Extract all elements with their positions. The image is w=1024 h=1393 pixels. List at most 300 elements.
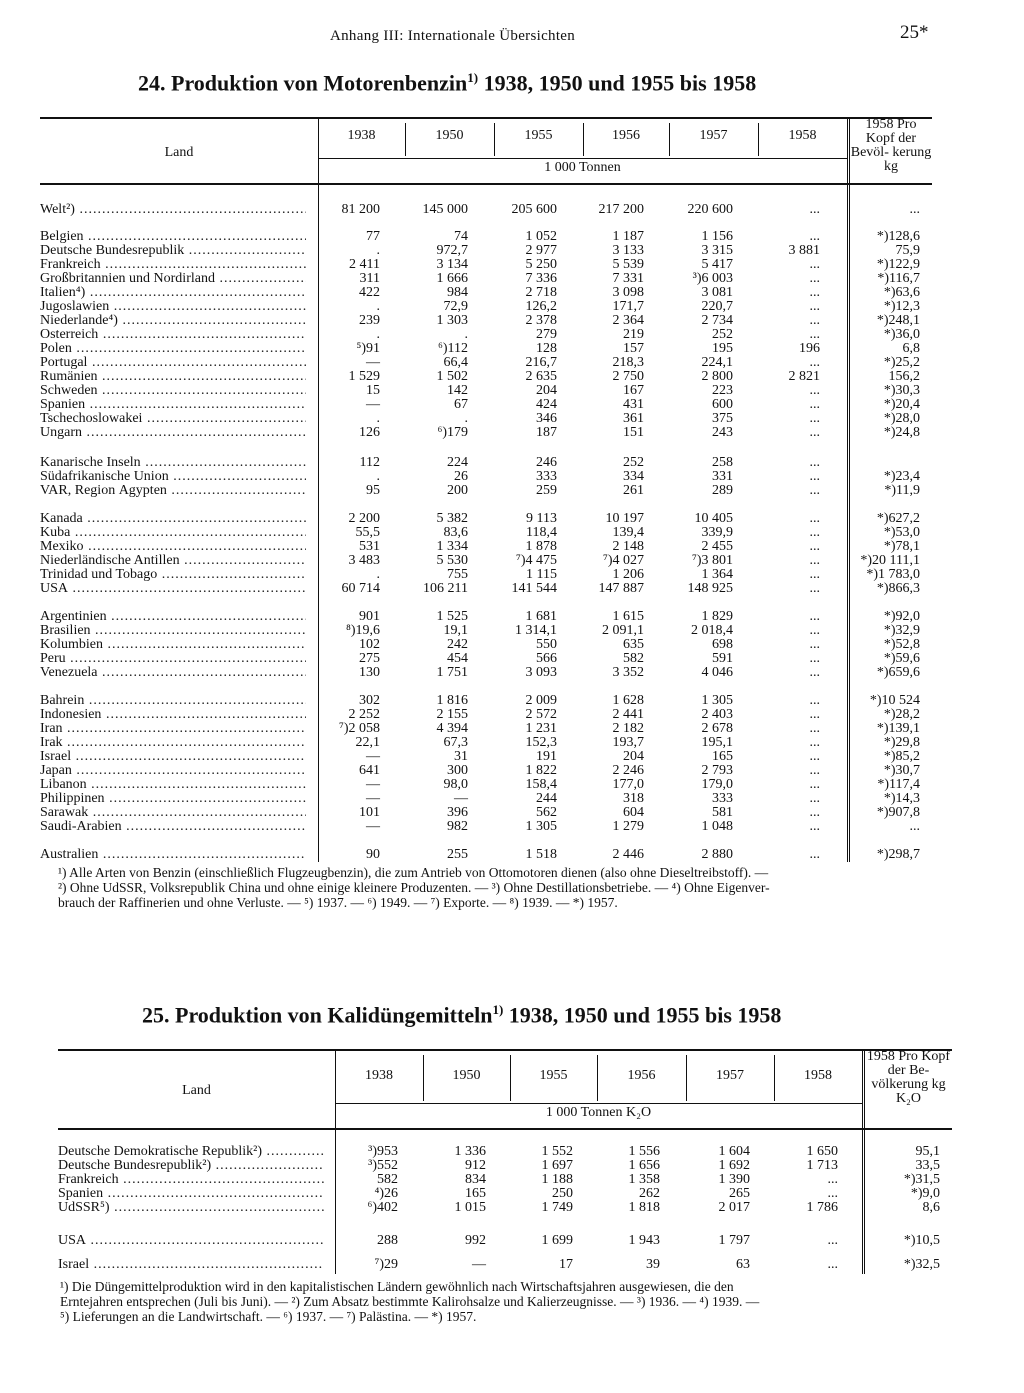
table24-land: Polen ..... [40,342,306,356]
table24-cell: ... [809,707,820,722]
table24-cell: *)59,6 [883,651,920,666]
table24-cell: 1 334 [436,539,468,554]
table25-cell: 912 [465,1158,486,1173]
table25-title-ref: 1) [492,1002,504,1017]
table24-cell: 157 [623,341,644,356]
table24-cell: 244 [536,791,557,806]
table24-row [0,540,1024,554]
table24-cell: *)53,0 [883,525,920,540]
table24-cell: ... [809,735,820,750]
table25-footnotes [60,1279,960,1324]
table24-cell: 3 093 [525,665,557,680]
table24-cell: 3 483 [348,553,380,568]
table24-col-year: 1956 [612,128,640,143]
table25-rule-top [58,1049,952,1051]
table24-cell: ... [809,469,820,484]
table24-cell: *)12,3 [883,299,920,314]
table24-cell: 562 [536,805,557,820]
table24-cell: 1 518 [525,847,557,862]
table24-cell: 31 [454,749,468,764]
table24-cell: ... [809,763,820,778]
table24-cell: *)248,1 [876,313,920,328]
table25-row [0,1258,1024,1272]
table24-cell: 346 [536,411,557,426]
table24-cell: *)28,2 [883,707,920,722]
table24-cell: 1 231 [525,721,557,736]
table24-land: Mexiko ..... [40,540,306,554]
table24-cell: 2 091,1 [602,623,644,638]
table24-cell: 431 [623,397,644,412]
table24-cell: *)139,1 [876,721,920,736]
table24-cell: 422 [359,285,380,300]
table24-cell: 2 800 [701,369,733,384]
table25-cell: 8,6 [922,1200,940,1215]
table24-row [0,300,1024,314]
table25-col-year: 1950 [452,1068,481,1083]
table24-cell: ⁷)3 801 [691,553,733,568]
table24-land: Jugoslawien ..... [40,300,306,314]
table24-col-year: 1938 [347,128,376,143]
table24-cell: 220 600 [687,202,733,217]
table24-cell: 2 155 [436,707,468,722]
table25-land: Frankreich ..... [58,1173,324,1187]
table25-land: Spanien ..... [58,1187,324,1201]
table24-cell: 1 816 [436,693,468,708]
table24-cell: 982 [447,819,468,834]
table24-land: Ungarn ..... [40,426,306,440]
table24-cell: 333 [712,791,733,806]
table24-cell: 635 [623,637,644,652]
table24-cell: ... [809,777,820,792]
table24-cell: 2 009 [525,693,557,708]
table25-cell: 992 [465,1233,486,1248]
table24-row [0,694,1024,708]
table24-cell: 167 [623,383,644,398]
table24-cell: 5 250 [525,257,557,272]
table24-land: VAR, Region Ägypten ..... [40,484,306,498]
table24-cell: 217 200 [598,202,644,217]
table24-cell: 1 525 [436,609,468,624]
table24-cell: 55,5 [355,525,380,540]
table24-row [0,398,1024,412]
table24-cell: 2 635 [525,369,557,384]
table25-cell: ... [827,1172,838,1187]
table25-rule-header [58,1128,952,1130]
table24-land: Venezuela ..... [40,666,306,680]
table25-cell: 1 797 [718,1233,750,1248]
table24-row [0,610,1024,624]
table24-cell: 1 303 [436,313,468,328]
table24-row [0,426,1024,440]
table24-row [0,526,1024,540]
table24-cell: 1 156 [701,229,733,244]
table25-cell: 1 818 [628,1200,660,1215]
table24-land: Trinidad und Tobago ..... [40,568,306,582]
table24-cell: ... [809,425,820,440]
table24-cell: 126 [359,425,380,440]
table24-land: Philippinen ..... [40,792,306,806]
table24-cell: . [376,567,380,582]
table24-cell: . [376,299,380,314]
table25-col-year: 1956 [627,1068,656,1083]
table24-cell: 1 187 [612,229,644,244]
table25-col-year: 1958 [804,1068,832,1083]
table24-cell: 75,9 [895,243,920,258]
table24-cell: 1 115 [526,567,557,582]
table24-land: Peru ..... [40,652,306,666]
table24-cell: 243 [712,425,733,440]
table24-cell: *)298,7 [876,847,920,862]
table25-cell: 1 749 [541,1200,573,1215]
table24-row [0,652,1024,666]
table24-cell: ⁶)179 [437,425,468,440]
table24-row [0,484,1024,498]
table25-cell: ⁷)29 [374,1257,398,1272]
table24-cell: . [376,243,380,258]
table25-cell: 39 [646,1257,660,1272]
table24-cell: — [366,355,380,370]
table24-land: Sarawak ..... [40,806,306,820]
table24-cell: — [366,791,380,806]
table24-cell: ... [809,411,820,426]
table24-cell: 333 [536,469,557,484]
table24-cell: ... [809,383,820,398]
table24-cell: 2 364 [612,313,644,328]
table24-cell: ... [809,749,820,764]
table24-cell: ... [809,637,820,652]
table24-cell: ... [809,327,820,342]
table25-cell: 95,1 [915,1144,940,1159]
table24-cell: 3 134 [436,257,468,272]
table25-cell: 33,5 [915,1158,940,1173]
table24-row [0,470,1024,484]
table24-cell: 698 [712,637,733,652]
table24-cell: 128 [536,341,557,356]
table24-row [0,778,1024,792]
table24-land: Japan ..... [40,764,306,778]
table24-cell: 83,6 [443,525,468,540]
table24-unit: 1 000 Tonnen [544,160,621,175]
table24-land: Iran ..... [40,722,306,736]
table25-cell: *)32,5 [903,1257,940,1272]
table24-cell: 193,7 [612,735,644,750]
table24-title [138,70,756,96]
table24-cell: 112 [359,455,380,470]
table24-col-year: 1958 [788,128,817,143]
table24-cell: 3 352 [612,665,644,680]
table24-cell: 118,4 [526,525,557,540]
table24-cell: 223 [712,383,733,398]
table24-footnotes [58,865,958,910]
table24-cell: ... [809,623,820,638]
table24-row [0,258,1024,272]
table25-row [0,1201,1024,1215]
table24-cell: *)659,6 [876,665,920,680]
table24-cell: 318 [623,791,644,806]
table24-cell: *)128,6 [876,229,920,244]
table24-row [0,806,1024,820]
table24-cell: 2 182 [612,721,644,736]
table24-cell: 195,1 [701,735,733,750]
table25-col-year: 1957 [716,1068,744,1083]
table24-cell: 2 441 [612,707,644,722]
table24-cell: 252 [712,327,733,342]
table24-rule-top [40,117,932,119]
table24-cell: . [376,327,380,342]
table24-cell: 95 [366,483,380,498]
table24-cell: 15 [366,383,380,398]
table24-cell: *)85,2 [883,749,920,764]
table24-cell: 101 [359,805,380,820]
table25-cell: 1 604 [718,1144,750,1159]
table25-cell: 1 336 [454,1144,486,1159]
table24-row [0,456,1024,470]
table24-cell: *)627,2 [876,511,920,526]
table24-cell: 1 305 [701,693,733,708]
table24-cell: 3 098 [612,285,644,300]
table24-cell: 582 [623,651,644,666]
table24-cell: 106 211 [423,581,468,596]
table25-cell: 288 [377,1233,398,1248]
table24-cell: ⁷)4 027 [602,553,644,568]
table24-cell: 1 314,1 [515,623,557,638]
table24-land: Italien⁴) ..... [40,286,306,300]
table24-cell: 261 [623,483,644,498]
table24-cell: 1 615 [612,609,644,624]
table24-cell: 72,9 [443,299,468,314]
table24-cell: 2 446 [612,847,644,862]
table24-cell: ... [809,202,820,217]
table24-land: Saudi-Arabien ..... [40,820,306,834]
table24-land: Irak ..... [40,736,306,750]
table24-cell: ... [809,397,820,412]
table24-cell: 200 [447,483,468,498]
table24-cell: 2 572 [525,707,557,722]
table24-cell: ³)6 003 [692,271,733,286]
table24-cell: *)20 111,1 [860,553,920,568]
table24-cell: 152,3 [525,735,557,750]
table25-row [0,1159,1024,1173]
table24-cell: 255 [447,847,468,862]
table24-cell: 2 880 [701,847,733,862]
table24-land: Südafrikanische Union ..... [40,470,306,484]
table24-cell: *)28,0 [883,411,920,426]
table24-cell: 311 [359,271,380,286]
table24-row [0,328,1024,342]
table24-land: Rumänien ..... [40,370,306,384]
table24-row [0,666,1024,680]
table24-cell: 2 378 [525,313,557,328]
table24-cell: 191 [536,749,557,764]
table24-row [0,764,1024,778]
table24-cell: ... [809,651,820,666]
table24-cell: ⁵)91 [356,341,380,356]
table24-cell: 204 [623,749,644,764]
table25-cell: *)31,5 [903,1172,940,1187]
table25-row [0,1145,1024,1159]
table24-row [0,314,1024,328]
table24-cell: 67 [454,397,468,412]
table24-land: Tschechoslowakei ..... [40,412,306,426]
table24-cell: 361 [623,411,644,426]
table24-land: Kuba ..... [40,526,306,540]
table24-cell: 1 681 [525,609,557,624]
table25-col-per-capita: 1958 Pro Kopf der Be- völkerung kg K₂O [866,1049,951,1106]
table24-row [0,356,1024,370]
table24-cell: 334 [623,469,644,484]
table24-cell: 2 977 [525,243,557,258]
table24-cell: 7 336 [525,271,557,286]
table24-cell: . [376,411,380,426]
table24-cell: ⁸)19,6 [345,623,380,638]
table24-cell: *)78,1 [883,539,920,554]
table24-cell: *)117,4 [877,777,920,792]
table24-land: Portugal ..... [40,356,306,370]
table25-title-years: 1938, 1950 und 1955 bis 1958 [508,1002,782,1028]
table24-cell: 130 [359,665,380,680]
table24-cell: 5 417 [701,257,733,272]
table24-cell: *)10 524 [869,693,920,708]
table25-cell: 1 943 [628,1233,660,1248]
table24-cell: 60 714 [341,581,380,596]
table24-row [0,736,1024,750]
table24-cell: ... [809,567,820,582]
table24-cell: 1 279 [612,819,644,834]
table24-cell: *)122,9 [876,257,920,272]
table24-title-ref: 1) [467,70,479,85]
table24-cell: 1 829 [701,609,733,624]
table24-cell: 2 246 [612,763,644,778]
table24-cell: 2 411 [349,257,380,272]
table24-cell: 126,2 [525,299,557,314]
table25-cell: 265 [729,1186,750,1201]
table24-cell: 5 539 [612,257,644,272]
table25-cell: *)9,0 [910,1186,940,1201]
table24-cell: 219 [623,327,644,342]
table24-cell: 550 [536,637,557,652]
table24-row [0,624,1024,638]
table24-cell: 302 [359,693,380,708]
table24-cell: *)116,7 [877,271,920,286]
table24-cell: 22,1 [355,735,380,750]
table24-cell: 2 200 [348,511,380,526]
table24-cell: 67,3 [443,735,468,750]
table24-row [0,370,1024,384]
table24-cell: 600 [712,397,733,412]
table24-cell: 165 [712,749,733,764]
table24-cell: ... [809,539,820,554]
table24-cell: ... [809,313,820,328]
table24-cell: *)866,3 [876,581,920,596]
table24-cell: 424 [536,397,557,412]
table25-col-land: Land [182,1083,211,1098]
table24-cell: ... [809,271,820,286]
table24-col-land: Land [164,145,194,160]
table24-cell: 224 [447,455,468,470]
table24-land: Spanien ..... [40,398,306,412]
table24-cell: 151 [623,425,644,440]
table24-cell: 246 [536,455,557,470]
table24-cell: 204 [536,383,557,398]
table24-row [0,750,1024,764]
table24-cell: 604 [623,805,644,820]
table24-cell: 1 206 [612,567,644,582]
table24-cell: 331 [712,469,733,484]
table24-land: Österreich ..... [40,328,306,342]
running-head-text: Anhang III: Internationale Übersichten [330,28,576,44]
table24-cell: ... [809,299,820,314]
table24-row [0,708,1024,722]
table24-footnote: brauch der Raffinerien und ohne Verluste. — ⁵) 1937. — ⁶) 1949. — ⁷) Exporte. — ⁸) 1939. — *) 1957. [58,895,618,910]
table24-cell: 4 394 [436,721,468,736]
table24-cell: ... [809,791,820,806]
table24-cell: 259 [536,483,557,498]
table24-cell: 2 148 [612,539,644,554]
table24-row [0,554,1024,568]
table24-cell: 81 200 [341,202,380,217]
table24-cell: 2 455 [701,539,733,554]
table24-col-year: 1950 [435,128,464,143]
table24-row [0,412,1024,426]
table24-cell: 10 405 [694,511,733,526]
page-number: 25* [900,22,929,43]
table25-land: Deutsche Bundesrepublik²) ..... [58,1159,324,1173]
table25-cell: 1 650 [806,1144,838,1159]
table24-cell: *)907,8 [876,805,920,820]
table24-cell: — [366,819,380,834]
table24-title-years: 1938, 1950 und 1955 bis 1958 [483,70,757,96]
table24-row [0,848,1024,862]
table24-cell: 1 502 [436,369,468,384]
table24-cell: . [376,469,380,484]
table24-land: Niederländische Antillen ..... [40,554,306,568]
table25-cell: 17 [559,1257,573,1272]
table24-cell: ... [809,721,820,736]
table25-cell: 1 692 [718,1158,750,1173]
table24-cell: ⁷)4 475 [515,553,557,568]
table25-cell: ... [827,1186,838,1201]
table24-cell: — [366,397,380,412]
table24-cell: 26 [454,469,468,484]
table25-cell: 1 656 [628,1158,660,1173]
table24-cell: ... [909,202,920,217]
table24-row [0,272,1024,286]
table24-cell: 242 [447,637,468,652]
table24-cell: ... [809,553,820,568]
table24-cell: 581 [712,805,733,820]
table24-cell: 141 544 [511,581,557,596]
table24-cell: 239 [359,313,380,328]
table24-cell: . [464,327,468,342]
table24-cell: 156,2 [888,369,920,384]
table24-cell: 2 678 [701,721,733,736]
table25-cell: — [472,1257,486,1272]
table24-cell: 224,1 [701,355,733,370]
table24-cell: *)23,4 [883,469,920,484]
table25-cell: 834 [465,1172,486,1187]
table24-cell: 179,0 [701,777,733,792]
table24-cell: 2 793 [701,763,733,778]
table24-cell: 4 046 [701,665,733,680]
table24-row [0,384,1024,398]
table24-cell: 1 364 [701,567,733,582]
table24-cell: 339,9 [701,525,733,540]
table24-land: Libanon ..... [40,778,306,792]
table24-cell: 147 887 [598,581,644,596]
table25-footnote: ⁵) Lieferungen an die Landwirtschaft. — ⁶) 1937. — ⁷) Palästina. — *) 1957. [60,1309,477,1324]
table25-row [0,1187,1024,1201]
table25-row [0,1234,1024,1248]
